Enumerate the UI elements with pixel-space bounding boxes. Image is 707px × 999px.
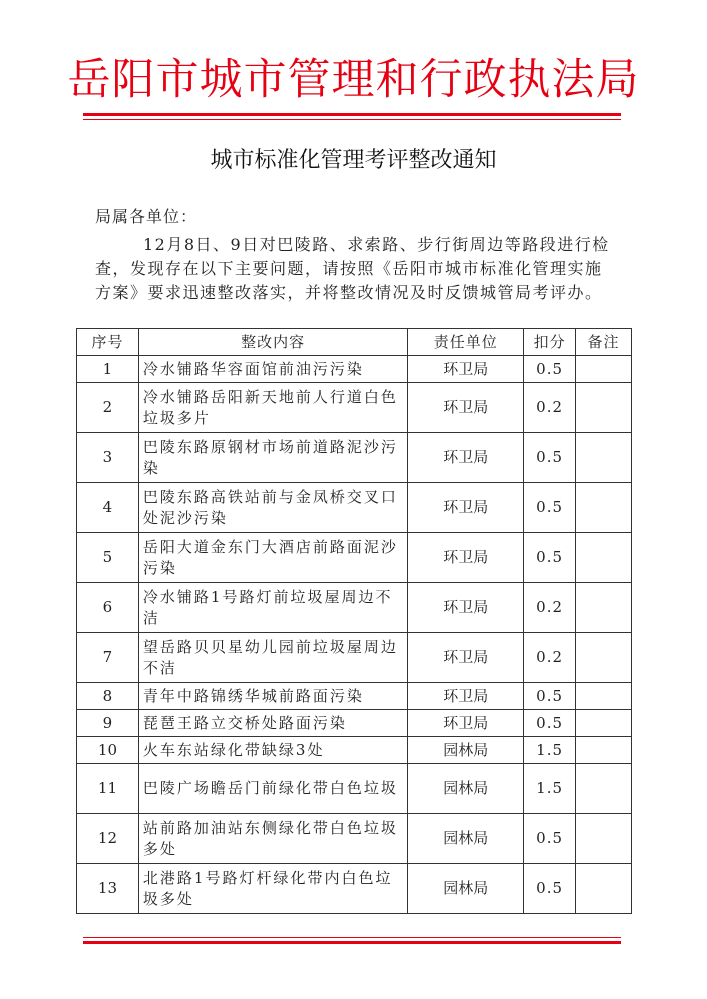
cell-unit: 园林局	[408, 864, 524, 914]
notice-body: 12月8日、9日对巴陵路、求索路、步行街周边等路段进行检查，发现存在以下主要问题，请按照《岳阳市城市标准化管理实施方案》要求迅速整改落实，并将整改情况及时反馈城管局考评办。	[95, 235, 610, 302]
cell-content: 北港路1号路灯杆绿化带内白色垃圾多处	[138, 864, 407, 914]
cell-note	[576, 737, 632, 764]
cell-deduct: 0.5	[524, 433, 576, 483]
cell-unit: 环卫局	[408, 683, 524, 710]
cell-content: 青年中路锦绣华城前路面污染	[138, 683, 407, 710]
table-row	[77, 383, 632, 433]
cell-no: 10	[77, 737, 139, 764]
table-row	[77, 583, 632, 633]
cell-no: 3	[77, 433, 139, 483]
cell-content: 巴陵广场瞻岳门前绿化带白色垃圾	[138, 764, 407, 814]
table-row	[77, 356, 632, 383]
cell-no: 12	[77, 814, 139, 864]
cell-note	[576, 383, 632, 433]
cell-deduct: 0.5	[524, 814, 576, 864]
cell-deduct: 0.5	[524, 683, 576, 710]
footer-rule-thin	[83, 937, 621, 938]
cell-unit: 园林局	[408, 814, 524, 864]
table-row	[77, 633, 632, 683]
cell-no: 2	[77, 383, 139, 433]
cell-content: 巴陵东路原钢材市场前道路泥沙污染	[138, 433, 407, 483]
cell-note	[576, 683, 632, 710]
letterhead-title: 岳阳市城市管理和行政执法局	[67, 55, 640, 105]
addressee: 局属各单位：	[95, 207, 198, 226]
header-unit: 责任单位	[408, 329, 524, 356]
cell-content: 岳阳大道金东门大酒店前路面泥沙污染	[138, 533, 407, 583]
cell-note	[576, 483, 632, 533]
cell-note	[576, 356, 632, 383]
table-row	[77, 710, 632, 737]
cell-note	[576, 633, 632, 683]
cell-unit: 环卫局	[408, 383, 524, 433]
cell-note	[576, 814, 632, 864]
cell-no: 9	[77, 710, 139, 737]
cell-no: 4	[77, 483, 139, 533]
table-header-row	[77, 329, 632, 356]
cell-unit: 环卫局	[408, 433, 524, 483]
cell-no: 6	[77, 583, 139, 633]
cell-no: 1	[77, 356, 139, 383]
cell-content: 巴陵东路高铁站前与金凤桥交叉口处泥沙污染	[138, 483, 407, 533]
cell-unit: 园林局	[408, 737, 524, 764]
header-no: 序号	[77, 329, 139, 356]
header-content: 整改内容	[138, 329, 407, 356]
cell-unit: 园林局	[408, 764, 524, 814]
cell-content: 火车东站绿化带缺绿3处	[138, 737, 407, 764]
cell-deduct: 1.5	[524, 737, 576, 764]
cell-content: 琵琶王路立交桥处路面污染	[138, 710, 407, 737]
cell-no: 13	[77, 864, 139, 914]
rectification-table	[76, 328, 632, 914]
cell-deduct: 0.2	[524, 633, 576, 683]
footer-rule-thick	[83, 941, 621, 944]
cell-deduct: 0.5	[524, 710, 576, 737]
cell-no: 7	[77, 633, 139, 683]
header-note: 备注	[576, 329, 632, 356]
table-row	[77, 483, 632, 533]
table-row	[77, 864, 632, 914]
cell-content: 望岳路贝贝星幼儿园前垃圾屋周边不洁	[138, 633, 407, 683]
cell-note	[576, 583, 632, 633]
notice-title: 城市标准化管理考评整改通知	[210, 148, 497, 173]
table-row	[77, 737, 632, 764]
cell-unit: 环卫局	[408, 483, 524, 533]
cell-deduct: 0.5	[524, 864, 576, 914]
table-row	[77, 683, 632, 710]
cell-note	[576, 864, 632, 914]
cell-no: 11	[77, 764, 139, 814]
header-deduct: 扣分	[524, 329, 576, 356]
cell-unit: 环卫局	[408, 583, 524, 633]
cell-note	[576, 433, 632, 483]
cell-content: 冷水铺路1号路灯前垃圾屋周边不洁	[138, 583, 407, 633]
table-row	[77, 533, 632, 583]
cell-note	[576, 710, 632, 737]
cell-no: 5	[77, 533, 139, 583]
cell-content: 站前路加油站东侧绿化带白色垃圾多处	[138, 814, 407, 864]
letterhead-rule-thin	[83, 119, 621, 120]
cell-unit: 环卫局	[408, 710, 524, 737]
cell-deduct: 0.5	[524, 483, 576, 533]
cell-deduct: 0.5	[524, 356, 576, 383]
table-row	[77, 433, 632, 483]
cell-deduct: 1.5	[524, 764, 576, 814]
cell-note	[576, 764, 632, 814]
cell-note	[576, 533, 632, 583]
letterhead-rule-thick	[83, 113, 621, 116]
cell-content: 冷水铺路华容面馆前油污污染	[138, 356, 407, 383]
cell-no: 8	[77, 683, 139, 710]
cell-deduct: 0.2	[524, 383, 576, 433]
cell-unit: 环卫局	[408, 633, 524, 683]
table-row	[77, 764, 632, 814]
cell-unit: 环卫局	[408, 356, 524, 383]
cell-unit: 环卫局	[408, 533, 524, 583]
cell-deduct: 0.5	[524, 533, 576, 583]
table-row	[77, 814, 632, 864]
cell-content: 冷水铺路岳阳新天地前人行道白色垃圾多片	[138, 383, 407, 433]
cell-deduct: 0.2	[524, 583, 576, 633]
